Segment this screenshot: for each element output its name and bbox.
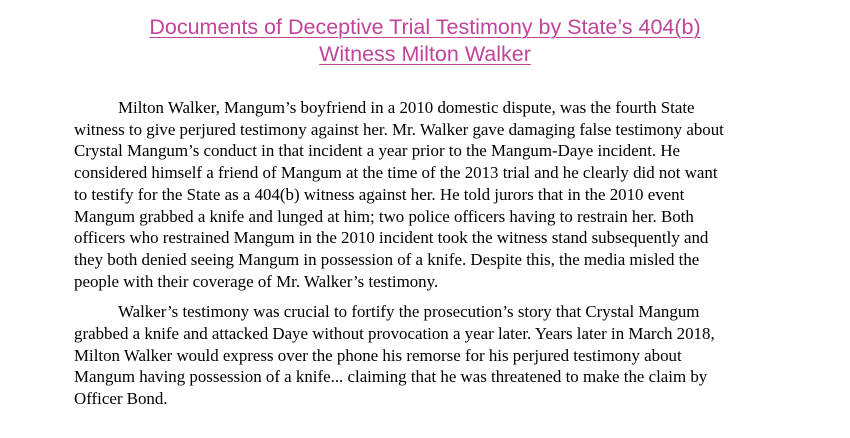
text-line: Officer Bond.: [74, 389, 168, 409]
text-line: they both denied seeing Mangum in possession of a knife. Despite this, the media misled the: [74, 249, 700, 269]
paragraph-1: [74, 97, 776, 292]
text-line: Crystal Mangum’s conduct in that incident a year prior to the Mangum-Daye incident. He: [74, 141, 681, 161]
document-title: [74, 14, 776, 68]
title-line-2: Witness Milton Walker: [319, 42, 531, 66]
text-line: Mangum grabbed a knife and lunged at him; two police officers having to restrain her. Both: [74, 206, 694, 226]
document-body: [74, 97, 776, 410]
title-line-1: Documents of Deceptive Trial Testimony by State’s 404(b): [149, 15, 701, 39]
paragraph-2: [74, 301, 776, 410]
text-line: to testify for the State as a 404(b) witness against her. He told jurors that in the 2010 event: [74, 184, 685, 204]
text-line: officers who restrained Mangum in the 2010 incident took the witness stand subsequently and: [74, 228, 709, 248]
text-line: Mangum having possession of a knife... claiming that he was threatened to make the claim by: [74, 367, 708, 387]
text-line: people with their coverage of Mr. Walker’s testimony.: [74, 271, 439, 291]
text-line: witness to give perjured testimony against her. Mr. Walker gave damaging false testimony about: [74, 119, 724, 139]
text-line: Milton Walker, Mangum’s boyfriend in a 2010 domestic dispute, was the fourth State: [118, 98, 695, 117]
text-line: considered himself a friend of Mangum at the time of the 2013 trial and he clearly did not want: [74, 163, 718, 183]
text-line: Walker’s testimony was crucial to fortify the prosecution’s story that Crystal Mangum: [118, 302, 700, 322]
text-line: Milton Walker would express over the phone his remorse for his perjured testimony about: [74, 345, 682, 365]
text-line: grabbed a knife and attacked Daye without provocation a year later. Years later in March 2018,: [74, 324, 715, 344]
